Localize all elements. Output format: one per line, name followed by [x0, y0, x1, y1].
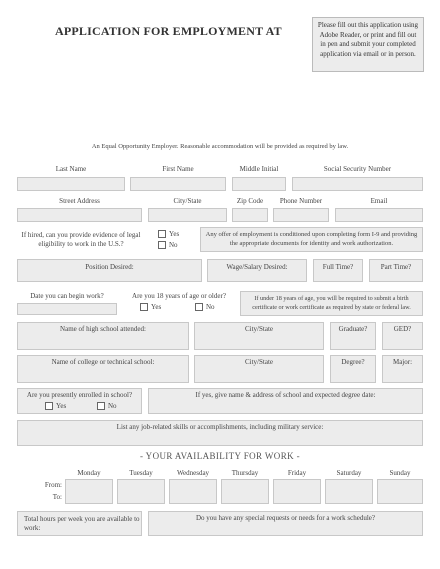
- age-yes-option[interactable]: [140, 303, 161, 311]
- middle-initial-label: Middle Initial: [239, 165, 279, 173]
- schedule-requests-field[interactable]: [148, 511, 423, 536]
- city-state-field[interactable]: [148, 208, 227, 222]
- skills-field[interactable]: [17, 420, 423, 446]
- enrolled-question: Are you presently enrolled in school?: [26, 391, 133, 399]
- last-name-field[interactable]: [17, 177, 125, 191]
- zip-code-label: Zip Code: [236, 197, 264, 205]
- instructions-notice: Please fill out this application using Adobe Reader, or print and fill out in pen and submit your completed application via email or in person.: [312, 17, 424, 72]
- wage-desired-label: Wage/Salary Desired:: [226, 263, 288, 271]
- age-no-option[interactable]: [195, 303, 215, 311]
- age-yes-label: Yes: [151, 303, 162, 311]
- graduate-label: Graduate?: [338, 325, 368, 333]
- full-time-label: Full Time?: [322, 263, 354, 271]
- college-field[interactable]: [17, 355, 189, 383]
- work-eligibility-question: If hired, can you provide evidence of legal eligibility to work in the U.S.?: [21, 231, 141, 248]
- middle-initial-field[interactable]: [232, 177, 286, 191]
- enrolled-no-label: No: [108, 402, 117, 410]
- last-name-label: Last Name: [55, 165, 87, 173]
- day-wednesday: Wednesday: [176, 469, 210, 477]
- street-address-label: Street Address: [59, 197, 100, 205]
- day-monday: Monday: [77, 469, 101, 477]
- i9-notice: Any offer of employment is conditioned upon completing form I-9 and providing the appropriate documents for identity and work authorization.: [200, 227, 423, 252]
- eligibility-no-checkbox[interactable]: [158, 241, 166, 249]
- position-desired-field[interactable]: [17, 259, 202, 282]
- high-school-label: Name of high school attended:: [60, 325, 146, 333]
- city-state-label: City/State: [173, 197, 202, 205]
- equal-opportunity-statement: An Equal Opportunity Employer. Reasonable accommodation will be provided as required by law.: [91, 143, 349, 150]
- day-sunday: Sunday: [389, 469, 411, 477]
- age-no-label: No: [206, 303, 215, 311]
- graduate-field[interactable]: [330, 322, 376, 350]
- from-label: From:: [44, 481, 62, 489]
- enrolled-group: [17, 388, 142, 414]
- monday-hours-field[interactable]: [65, 479, 113, 504]
- school-info-label: If yes, give name & address of school and expected degree date:: [195, 391, 376, 399]
- age-question: Are you 18 years of age or older?: [132, 292, 226, 300]
- saturday-hours-field[interactable]: [325, 479, 373, 504]
- college-city-state-field[interactable]: [194, 355, 324, 383]
- sunday-hours-field[interactable]: [377, 479, 423, 504]
- eligibility-no-label: No: [169, 241, 178, 249]
- eligibility-yes-label: Yes: [169, 230, 180, 238]
- part-time-field[interactable]: [369, 259, 423, 282]
- college-label: Name of college or technical school:: [51, 358, 155, 366]
- major-label: Major:: [392, 358, 413, 366]
- age-yes-checkbox[interactable]: [140, 303, 148, 311]
- enrolled-no-checkbox[interactable]: [97, 402, 105, 410]
- degree-field[interactable]: [330, 355, 376, 383]
- email-label: Email: [370, 197, 388, 205]
- zip-code-field[interactable]: [232, 208, 268, 222]
- high-school-city-state-label: City/State: [245, 325, 273, 333]
- start-date-label: Date you can begin work?: [30, 292, 104, 300]
- eligibility-no-option[interactable]: [158, 241, 178, 249]
- start-date-field[interactable]: [17, 303, 117, 315]
- day-thursday: Thursday: [231, 469, 259, 477]
- school-info-field[interactable]: [148, 388, 423, 414]
- enrolled-yes-option[interactable]: [45, 402, 66, 410]
- major-field[interactable]: [382, 355, 423, 383]
- enrolled-yes-label: Yes: [56, 402, 67, 410]
- full-time-field[interactable]: [313, 259, 363, 282]
- college-city-state-label: City/State: [245, 358, 273, 366]
- day-friday: Friday: [287, 469, 307, 477]
- phone-number-field[interactable]: [273, 208, 329, 222]
- street-address-field[interactable]: [17, 208, 142, 222]
- eligibility-yes-checkbox[interactable]: [158, 230, 166, 238]
- position-desired-label: Position Desired:: [85, 263, 134, 271]
- enrolled-no-option[interactable]: [97, 402, 117, 410]
- day-saturday: Saturday: [336, 469, 362, 477]
- enrolled-yes-checkbox[interactable]: [45, 402, 53, 410]
- availability-heading: - YOUR AVAILABILITY FOR WORK -: [139, 451, 301, 461]
- high-school-field[interactable]: [17, 322, 189, 350]
- eligibility-yes-option[interactable]: [158, 230, 179, 238]
- age-no-checkbox[interactable]: [195, 303, 203, 311]
- thursday-hours-field[interactable]: [221, 479, 269, 504]
- total-hours-label: Total hours per week you are available to work:: [24, 515, 140, 532]
- skills-label: List any job-related skills or accomplishments, including military service:: [116, 423, 324, 431]
- friday-hours-field[interactable]: [273, 479, 321, 504]
- ged-field[interactable]: [382, 322, 423, 350]
- page-title: APPLICATION FOR EMPLOYMENT AT: [55, 24, 282, 38]
- wage-desired-field[interactable]: [207, 259, 307, 282]
- wednesday-hours-field[interactable]: [169, 479, 217, 504]
- part-time-label: Part Time?: [380, 263, 412, 271]
- degree-label: Degree?: [341, 358, 365, 366]
- tuesday-hours-field[interactable]: [117, 479, 165, 504]
- email-field[interactable]: [335, 208, 423, 222]
- ged-label: GED?: [393, 325, 412, 333]
- schedule-requests-label: Do you have any special requests or needs for a work schedule?: [195, 514, 376, 522]
- first-name-field[interactable]: [130, 177, 226, 191]
- to-label: To:: [52, 493, 62, 501]
- day-tuesday: Tuesday: [129, 469, 153, 477]
- first-name-label: First Name: [162, 165, 194, 173]
- phone-number-label: Phone Number: [279, 197, 323, 205]
- total-hours-field[interactable]: [17, 511, 142, 536]
- ssn-field[interactable]: [292, 177, 423, 191]
- ssn-label: Social Security Number: [323, 165, 392, 173]
- high-school-city-state-field[interactable]: [194, 322, 324, 350]
- minor-certificate-notice: If under 18 years of age, you will be required to submit a birth certificate or work certificate as required by state or federal law.: [240, 291, 423, 316]
